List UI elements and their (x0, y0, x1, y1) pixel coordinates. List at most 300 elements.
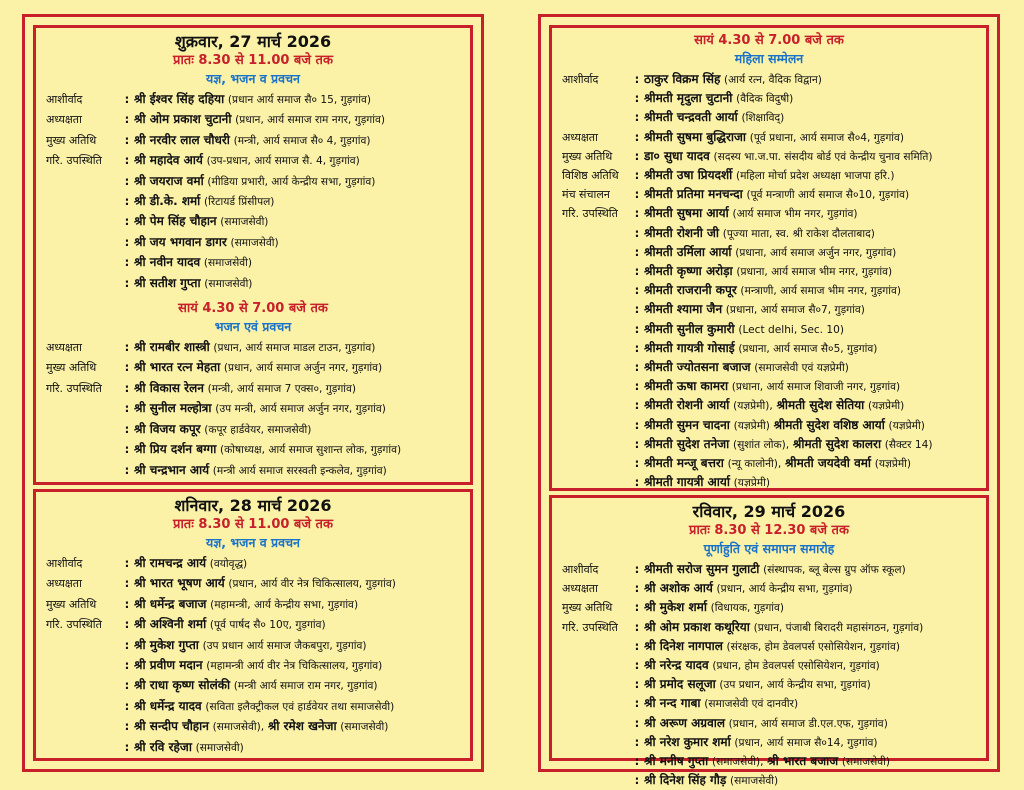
person-description: (समाजसेवी) (204, 277, 253, 290)
person-entry (644, 224, 976, 243)
list-item (562, 435, 976, 454)
person-description: (न्यू कालोनी), (727, 458, 782, 471)
person-name: श्रीमती गायत्री आर्या (644, 475, 730, 490)
person-name: श्रीमती सुमन चादना (644, 417, 730, 432)
separator: : (124, 637, 130, 652)
person-description: (संस्थापक, ब्लू बेल्स ग्रुप ऑफ स्कूल) (763, 564, 906, 576)
list-item (46, 212, 460, 232)
person-description: (Lect delhi, Sec. 10) (738, 323, 845, 336)
list-item (46, 574, 460, 594)
person-entry (134, 358, 460, 378)
separator: : (124, 556, 130, 570)
person-description: (यज्ञप्रेमी) (733, 419, 770, 432)
person-description: (आर्य समाज भीम नगर, गुड़गांव) (732, 208, 858, 221)
person-description: (प्रधान, आर्य समाज डी.एल.एफ, गुड़गांव) (728, 717, 888, 730)
person-name: श्री नरेन्द्र यादव (644, 658, 709, 673)
person-entry (134, 676, 460, 696)
person-entry (134, 636, 460, 656)
person-description: (यज्ञप्रेमी) (733, 477, 770, 490)
separator: : (634, 283, 640, 298)
person-name: श्री सुनील मल्होत्रा (134, 401, 212, 416)
separator: : (634, 244, 640, 259)
person-entry (134, 233, 460, 253)
person-entry (134, 399, 460, 419)
person-entry (644, 377, 976, 396)
friday-evening-time: सायं 4.30 से 7.00 बजे तक (178, 301, 328, 317)
person-entry (644, 320, 976, 339)
person-description: (प्रधान, आर्य समाज अर्जुन नगर, गुड़गांव) (223, 362, 383, 375)
person-name: श्री चन्द्रभान आर्य (134, 462, 210, 477)
person-name: श्रीमती सुदेश वशिष्ठ आर्या (773, 417, 885, 432)
person-name: श्री दिनेश नागपाल (644, 638, 723, 653)
person-name: श्रीमती जयदेवी वर्मा (784, 456, 872, 471)
person-entry (644, 128, 976, 147)
role-label: अध्यक्षता (46, 341, 82, 355)
person-entry (644, 675, 976, 694)
person-description: (मन्त्री, आर्य समाज 7 एक्स०, गुड़गांव) (207, 382, 357, 395)
list-item (46, 554, 460, 574)
person-description: (कपूर हार्डवेयर, समाजसेवी) (204, 423, 312, 436)
list-item (562, 300, 976, 319)
role-label: आशीर्वाद (562, 563, 599, 576)
person-entry (134, 615, 460, 635)
separator: : (124, 739, 130, 754)
person-name: श्रीमती सुषमा आर्या (644, 206, 729, 221)
person-entry (134, 554, 460, 574)
right-page (538, 14, 1000, 788)
separator: : (124, 596, 130, 611)
role-label: विशिष्ठ अतिथि (562, 169, 619, 183)
list-item (46, 172, 460, 192)
person-description: (प्रधान, आर्य केन्द्रीय सभा, गुड़गांव) (716, 583, 853, 596)
person-entry (644, 454, 976, 473)
person-entry (644, 714, 976, 733)
separator: : (124, 401, 130, 416)
person-description: (आर्य रत्न, वैदिक विद्वान) (724, 74, 822, 86)
separator: : (634, 379, 640, 394)
person-entry (134, 697, 460, 717)
separator: : (124, 340, 130, 355)
person-description: (यज्ञप्रेमी), (733, 400, 773, 413)
person-entry (134, 379, 460, 399)
separator: : (124, 698, 130, 713)
role-label: अध्यक्षता (46, 577, 82, 591)
list-item (46, 253, 460, 273)
person-name: श्रीमती मृदुला चुटानी (644, 91, 733, 106)
person-description: (महामन्त्री आर्य वीर नेत्र चिकित्सालय, गुड़गांव) (206, 660, 383, 673)
separator: : (634, 677, 640, 692)
person-name: डा० सुधा यादव (644, 148, 710, 163)
person-name: श्रीमती मन्जू बत्तरा (644, 456, 724, 471)
separator: : (124, 153, 130, 168)
separator: : (124, 678, 130, 693)
person-name: श्री सतीश गुप्ता (134, 275, 201, 290)
separator: : (634, 600, 640, 615)
role-label: गरि. उपस्थिति (562, 620, 618, 634)
person-name: श्री भारत बजाज (767, 754, 839, 769)
friday-box (33, 25, 473, 485)
person-description: (समाजसेवी), (212, 721, 265, 734)
list-item (562, 166, 976, 185)
person-entry (644, 70, 976, 89)
person-name: श्रीमती गायत्री गोसाई (644, 340, 735, 355)
role-label: मुख्य अतिथि (562, 601, 613, 615)
person-entry (644, 166, 976, 185)
person-name: श्रीमती उर्मिला आर्या (644, 244, 732, 259)
role-label: गरि. उपस्थिति (46, 154, 102, 168)
person-entry (644, 733, 976, 752)
person-name: श्री रवि रहेजा (134, 739, 192, 754)
person-description: (समाजसेवी) (195, 741, 244, 754)
list-item (46, 615, 460, 635)
role-label: अध्यक्षता (562, 130, 598, 144)
saturday-title: यज्ञ, भजन व प्रवचन (206, 535, 300, 550)
person-name: श्री नवीन यादव (134, 255, 201, 270)
separator: : (634, 619, 640, 634)
list-item (562, 733, 976, 752)
separator: : (634, 168, 640, 183)
sunday-box (549, 495, 989, 788)
list-item (46, 90, 460, 110)
person-name: श्रीमती ज्योतसना बजाज (644, 360, 751, 375)
person-entry (644, 416, 976, 435)
women-conference-box (549, 25, 989, 491)
person-description: (उप प्रधान, आर्य केन्द्रीय सभा, गुड़गांव) (719, 679, 871, 692)
separator: : (634, 148, 640, 163)
list-item (46, 420, 460, 440)
person-name: श्री मनीष गुप्ता (644, 754, 709, 769)
person-entry (644, 339, 976, 358)
left-page (22, 14, 484, 772)
person-description: (समाजसेवी), (711, 756, 764, 769)
separator: : (634, 562, 640, 576)
person-entry (644, 108, 976, 127)
separator: : (634, 715, 640, 730)
person-entry (134, 212, 460, 232)
person-name: श्री जय भगवान डागर (134, 234, 227, 249)
person-description: (रिटायर्ड प्रिंसीपल) (203, 196, 275, 209)
separator: : (634, 340, 640, 355)
person-name: श्री अश्विनी शर्मा (134, 617, 207, 632)
saturday-date: शनिवार, 28 मार्च 2026 (174, 496, 332, 515)
person-name: श्री डी.के. शर्मा (134, 194, 201, 209)
list-item (562, 108, 976, 127)
person-entry (644, 752, 976, 771)
person-name: श्री नरेश कुमार शर्मा (644, 734, 731, 749)
person-name: ठाकुर विक्रम सिंह (644, 72, 721, 86)
role-label: अध्यक्षता (562, 582, 598, 596)
person-entry (134, 461, 460, 481)
list-item (562, 147, 976, 166)
person-entry (134, 151, 460, 171)
person-description: (प्रधाना, आर्य समाज अर्जुन नगर, गुड़गांव) (735, 246, 897, 259)
separator: : (634, 734, 640, 749)
separator: : (634, 129, 640, 144)
person-name: श्री महादेव आर्य (134, 153, 203, 168)
person-description: (समाजसेवी एवं यज्ञप्रेमी) (754, 362, 849, 375)
saturday-time: प्रातः 8.30 से 11.00 बजे तक (173, 517, 333, 532)
person-entry (134, 274, 460, 294)
separator: : (124, 442, 130, 457)
list-item (562, 473, 976, 492)
list-item (46, 233, 460, 253)
person-name: श्रीमती चन्द्रवती आर्या (644, 110, 738, 125)
person-name: श्री विजय कपूर (134, 421, 201, 436)
friday-morning-time: प्रातः 8.30 से 11.00 बजे तक (173, 53, 333, 68)
person-description: (वयोवृद्ध) (209, 558, 248, 570)
role-label: मुख्य अतिथि (46, 361, 97, 375)
separator: : (634, 475, 640, 490)
person-description: (सविता इलैक्ट्रीकल एवं हार्डवेयर तथा समाजसेवी) (205, 700, 395, 713)
person-description: (मन्त्री आर्य समाज राम नगर, गुड़गांव) (233, 680, 378, 693)
person-entry (644, 637, 976, 656)
person-name: श्री ओम प्रकाश कथूरिया (644, 619, 750, 634)
separator: : (124, 421, 130, 436)
person-description: (समाजसेवी) (841, 756, 891, 769)
person-entry (644, 771, 976, 790)
person-entry (644, 396, 976, 415)
person-description: (मन्त्राणी, आर्य समाज भीम नगर, गुड़गांव) (740, 285, 902, 298)
person-entry (134, 717, 460, 737)
person-description: (कोषाध्यक्ष, आर्य समाज सुशान्त लोक, गुड़गांव) (220, 444, 402, 457)
list-item (46, 110, 460, 130)
person-entry (644, 89, 976, 108)
person-description: (प्रधान, होम डेवलपर्स एसोसियेशन, गुड़गांव) (712, 660, 880, 673)
person-name: श्रीमती सुदेश तनेजा (644, 436, 730, 451)
person-description: (समाजसेवी) (340, 721, 389, 734)
person-description: (समाजसेवी एवं दानवीर) (704, 698, 799, 711)
separator: : (124, 275, 130, 290)
list-item (46, 379, 460, 399)
separator: : (124, 194, 130, 209)
person-name: श्री धर्मेन्द्र बजाज (134, 596, 207, 611)
role-label: गरि. उपस्थिति (562, 207, 618, 221)
list-item (46, 636, 460, 656)
person-entry (134, 253, 460, 273)
separator: : (124, 214, 130, 229)
person-entry (644, 656, 976, 675)
person-entry (644, 262, 976, 281)
friday-evening-title: भजन एवं प्रवचन (214, 319, 292, 335)
person-name: श्री पेम सिंह चौहान (134, 214, 217, 229)
sunday-title: पूर्णाहुति एवं समापन समारोह (703, 541, 835, 556)
person-entry (134, 192, 460, 212)
list-item (562, 358, 976, 377)
person-entry (644, 204, 976, 223)
list-item (562, 377, 976, 396)
separator: : (634, 360, 640, 375)
person-name: श्रीमती कृष्णा अरोड़ा (644, 264, 733, 279)
separator: : (634, 436, 640, 451)
separator: : (634, 302, 640, 317)
separator: : (634, 398, 640, 413)
separator: : (124, 617, 130, 632)
person-name: श्री ओम प्रकाश चुटानी (134, 112, 232, 127)
role-label: मुख्य अतिथि (46, 597, 97, 611)
person-entry (134, 420, 460, 440)
person-entry (134, 172, 460, 192)
list-item (46, 676, 460, 696)
separator: : (124, 92, 130, 106)
separator: : (124, 132, 130, 147)
list-item (46, 192, 460, 212)
separator: : (124, 173, 130, 188)
person-name: श्री प्रवीण मदान (134, 658, 203, 673)
list-item (562, 416, 976, 435)
person-entry (644, 560, 976, 579)
list-item (562, 579, 976, 598)
sunday-date: रविवार, 29 मार्च 2026 (692, 502, 846, 521)
person-description: (मन्त्री आर्य समाज सरस्वती इन्कलेव, गुड़गांव) (212, 464, 387, 477)
person-entry (134, 110, 460, 130)
person-name: श्री रमेश खनेजा (267, 719, 337, 734)
person-description: (सुशांत लोक), (732, 438, 790, 451)
women-title: महिला सम्मेलन (734, 51, 804, 66)
women-time: सायं 4.30 से 7.00 बजे तक (694, 33, 844, 48)
person-entry (644, 435, 976, 454)
separator: : (634, 696, 640, 711)
person-entry (644, 243, 976, 262)
person-description: (उप प्रधान आर्य समाज जैकबपुरा, गुड़गांव) (202, 639, 367, 652)
women-rows (562, 70, 976, 492)
person-name: श्री नरवीर लाल चौधरी (134, 132, 230, 147)
person-description: (यज्ञप्रेमी) (888, 419, 925, 432)
person-description: (शिक्षाविद्) (741, 112, 785, 125)
separator: : (124, 719, 130, 734)
person-entry (644, 281, 976, 300)
list-item (562, 185, 976, 204)
list-item (46, 151, 460, 171)
person-description: (समाजसेवी) (230, 236, 279, 249)
list-item (562, 243, 976, 262)
list-item (562, 454, 976, 473)
person-description: (मन्त्री, आर्य समाज सै० 4, गुड़गांव) (233, 134, 371, 147)
separator: : (634, 187, 640, 202)
person-description: (उप मन्त्री, आर्य समाज अर्जुन नगर, गुड़गांव) (215, 403, 386, 416)
person-name: श्रीमती उषा प्रियदर्शी (644, 168, 733, 183)
separator: : (634, 264, 640, 279)
person-name: श्री मुकेश गुप्ता (134, 637, 199, 652)
list-item (46, 461, 460, 481)
person-name: श्रीमती सरोज सुमन गुलाटी (644, 562, 760, 576)
separator: : (634, 638, 640, 653)
role-label: आशीर्वाद (562, 73, 599, 86)
person-name: श्री मुकेश शर्मा (644, 600, 707, 615)
separator: : (634, 72, 640, 86)
person-name: श्री प्रिय दर्शन बग्गा (134, 442, 217, 457)
separator: : (124, 576, 130, 591)
separator: : (634, 91, 640, 106)
list-item (562, 598, 976, 617)
role-label: मुख्य अतिथि (46, 133, 97, 147)
separator: : (124, 462, 130, 477)
person-description: (मीडिया प्रभारी, आर्य केन्द्रीय सभा, गुड़गांव) (207, 175, 376, 188)
person-description: (वैदिक विदुषी) (736, 93, 794, 106)
person-description: (प्रधान, पंजाबी बिरादरी महासंगठन, गुड़गांव) (753, 621, 924, 634)
person-name: श्री भारत रत्न मेहता (134, 360, 221, 375)
person-description: (पूज्या माता, स्व. श्री राकेश दौलताबाद) (722, 227, 875, 240)
person-description: (यज्ञप्रेमी) (874, 458, 912, 471)
list-item (46, 656, 460, 676)
person-description: (उप-प्रधान, आर्य समाज सै. 4, गुड़गांव) (206, 155, 360, 168)
person-entry (134, 131, 460, 151)
list-item (46, 440, 460, 460)
person-name: श्री नन्द गाबा (644, 696, 701, 711)
person-name: श्री धर्मेन्द्र यादव (134, 698, 202, 713)
role-label: मुख्य अतिथि (562, 149, 613, 163)
list-item (46, 697, 460, 717)
role-label: अध्यक्षता (46, 113, 82, 127)
person-name: श्री सन्दीप चौहान (134, 719, 209, 734)
person-name: श्रीमती सुदेश कालरा (792, 436, 882, 451)
person-description: (प्रधान, आर्य समाज माडल टाउन, गुड़गांव) (213, 342, 376, 355)
person-name: श्री जयराज वर्मा (134, 173, 204, 188)
list-item (562, 714, 976, 733)
sunday-rows (562, 560, 976, 790)
person-entry (644, 147, 976, 166)
saturday-rows (46, 554, 460, 758)
person-entry (644, 598, 976, 617)
separator: : (124, 360, 130, 375)
list-item (46, 595, 460, 615)
separator: : (634, 456, 640, 471)
person-entry (134, 595, 460, 615)
list-item (562, 339, 976, 358)
list-item (46, 131, 460, 151)
person-entry (134, 738, 460, 758)
list-item (562, 70, 976, 89)
person-description: (पूर्व मन्त्राणी आर्य समाज सै०10, गुड़गांव) (746, 189, 910, 202)
person-description: (विधायक, गुड़गांव) (710, 602, 785, 615)
list-item (562, 675, 976, 694)
person-entry (134, 90, 460, 110)
list-item (562, 752, 976, 771)
person-name: श्रीमती सुषमा बुद्धिराजा (644, 129, 746, 144)
role-label: मंच संचालन (562, 188, 610, 202)
person-description: (पूर्व पार्षद सै० 10ए, गुड़गांव) (209, 619, 326, 632)
person-name: श्रीमती रोशनी जी (644, 225, 720, 240)
person-description: (प्रधाना, आर्य समाज सै०5, गुड़गांव) (738, 342, 878, 355)
person-description: (प्रधाना, आर्य समाज भीम नगर, गुड़गांव) (736, 266, 893, 279)
person-name: श्री रामबीर शास्त्री (134, 340, 210, 355)
person-name: श्रीमती सुनील कुमारी (644, 321, 735, 336)
person-name: श्री दिनेश सिंह गौड़ (644, 773, 727, 788)
person-name: श्रीमती सुदेश सेतिया (776, 398, 865, 413)
separator: : (634, 581, 640, 596)
person-name: श्रीमती ऊषा कामरा (644, 379, 729, 394)
list-item (46, 399, 460, 419)
person-entry (644, 694, 976, 713)
person-description: (समाजसेवी) (203, 257, 253, 270)
list-item (562, 320, 976, 339)
person-description: (प्रधाना, आर्य समाज शिवाजी नगर, गुड़गांव) (731, 381, 901, 394)
separator: : (124, 658, 130, 673)
list-item (562, 656, 976, 675)
person-description: (प्रधान, आर्य वीर नेत्र चिकित्सालय, गुड़गांव) (228, 578, 396, 591)
separator: : (634, 206, 640, 221)
separator: : (124, 112, 130, 127)
list-item (562, 224, 976, 243)
person-entry (134, 656, 460, 676)
friday-morning-rows (46, 90, 460, 294)
person-description: (सैक्टर 14) (884, 438, 933, 451)
separator: : (634, 225, 640, 240)
person-name: श्रीमती रोशनी आर्या (644, 398, 730, 413)
person-entry (644, 473, 976, 492)
separator: : (634, 773, 640, 788)
person-description: (संरक्षक, होम डेवलपर्स एसोसियेशन, गुड़गांव) (726, 640, 900, 653)
person-description: (पूर्व प्रधाना, आर्य समाज सै०4, गुड़गांव) (749, 131, 905, 144)
